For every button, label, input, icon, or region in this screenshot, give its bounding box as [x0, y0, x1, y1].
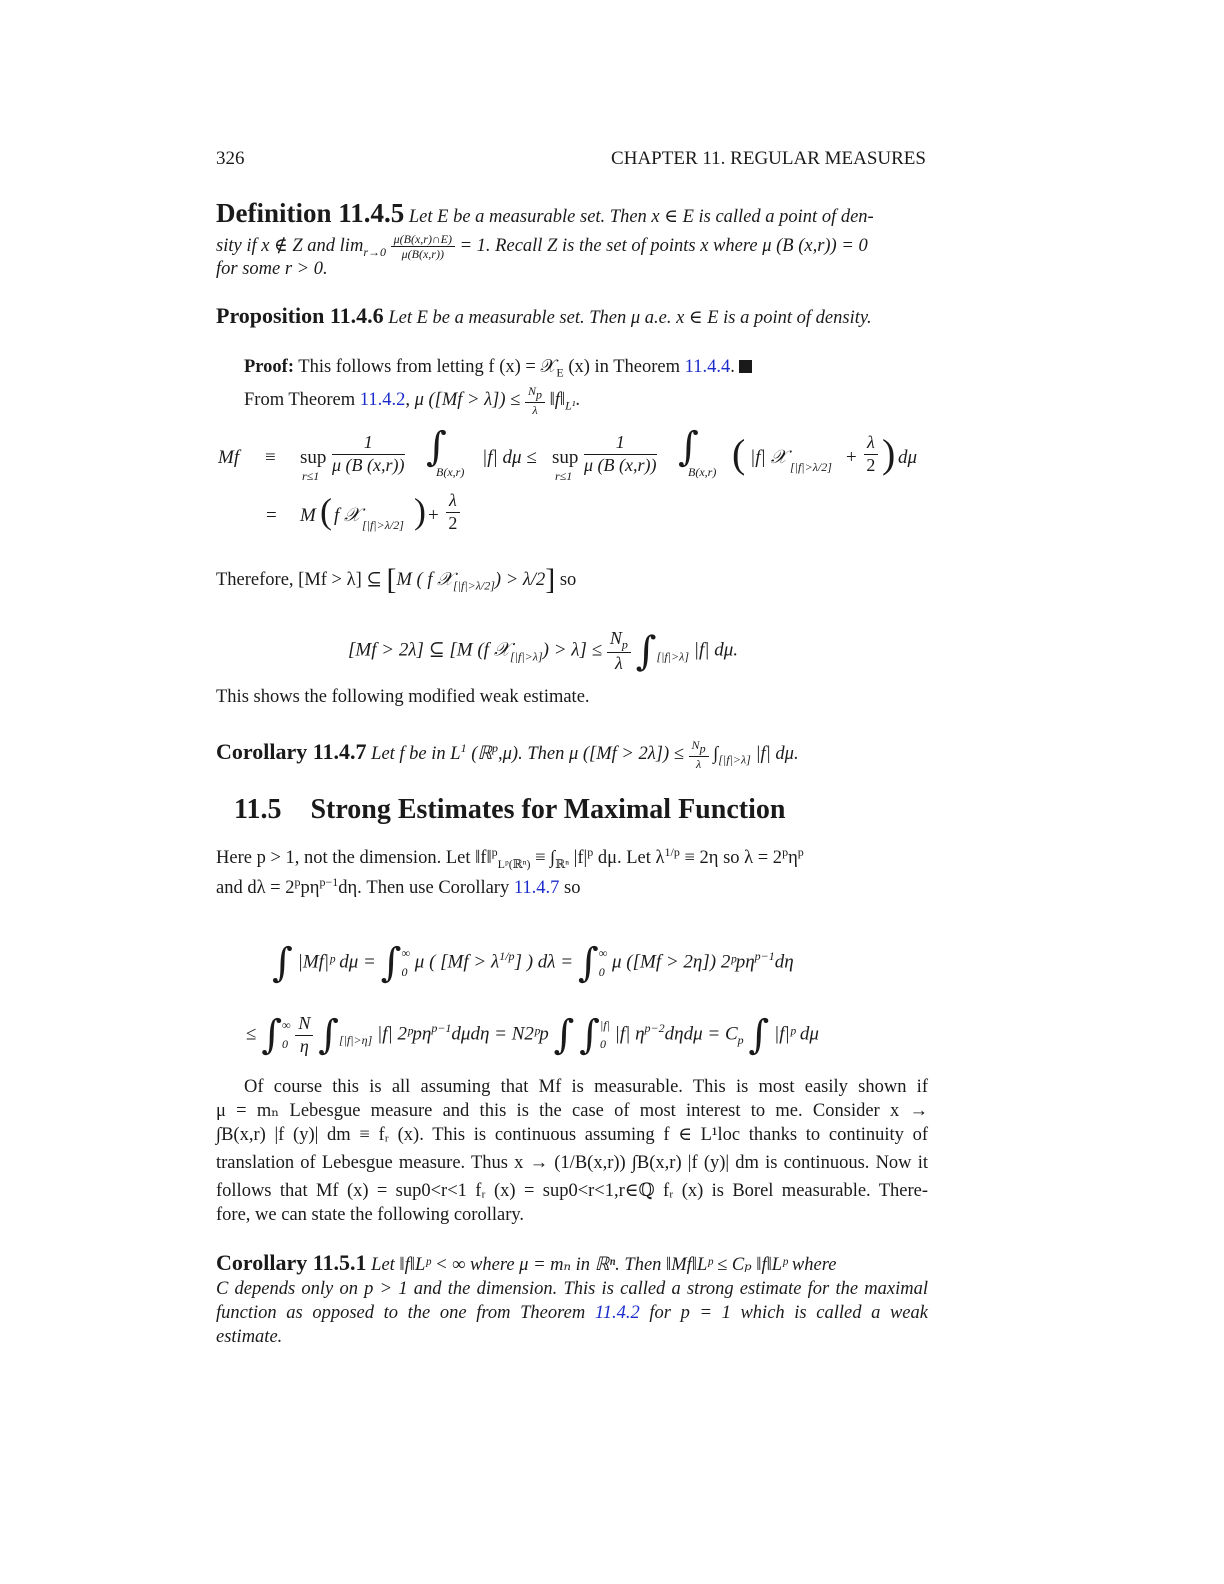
eq3-line1-sup2: p−1: [754, 949, 775, 964]
integral-sign-1: ∫: [426, 424, 447, 470]
therefore-close: ) > λ/2: [494, 570, 546, 590]
bracket-close: ]: [545, 563, 556, 596]
intro-2c: dη. Then use Corollary: [338, 878, 514, 899]
corollary1-label: Corollary 11.4.7: [216, 738, 367, 764]
cor1-sup: 1: [460, 740, 467, 755]
definition-text-2a: sity if x ∉ Z and lim: [216, 236, 364, 257]
eq2-integral-sign: ∫: [635, 628, 657, 675]
eq1-row2-paren-close: ): [414, 491, 426, 531]
density-fraction-denominator: μ(B(x,r)): [401, 247, 444, 262]
eq1-lhs: Mf: [218, 447, 240, 468]
eq2-frac-den: λ: [614, 652, 623, 673]
eq1-row2-fchi: f 𝒳: [334, 505, 361, 526]
intro-1-sub: Lᵖ(ℝⁿ): [497, 856, 531, 871]
corollary-link-11-4-7[interactable]: 11.4.7: [513, 878, 560, 899]
display-equation-3-line-2: [246, 1012, 819, 1058]
running-title: CHAPTER 11. REGULAR MEASURES: [611, 148, 926, 169]
corollary-11-5-1-line-2: C depends only on p > 1 and the dimension. This is called a strong estimate for the maximal: [216, 1279, 928, 1299]
intro-1-sub2: ℝⁿ: [555, 856, 569, 871]
intro-1b: ≡ ∫: [530, 848, 556, 869]
cor1-text-a: Let f be in L: [371, 743, 461, 764]
eq3-line2b: dμdη = N2ᵖp: [451, 1023, 549, 1045]
eq1-row2-plus: +: [428, 505, 439, 526]
intro-2-sup: p: [294, 875, 301, 889]
eq1-plus: +: [846, 447, 857, 468]
eq1-frac1-den: μ (B (x,r)): [332, 454, 405, 475]
proposition-text: Let E be a measurable set. Then μ a.e. x ∈ E is a point of density.: [388, 308, 872, 328]
proof-frac-sub: p: [535, 387, 542, 402]
eq1-integrand-2: |f| 𝒳: [750, 447, 787, 468]
intro-1-sup2: p: [587, 845, 594, 859]
proposition: [216, 305, 872, 328]
cor1-frac-num-sub: p: [699, 741, 706, 756]
cor1-text-b: (ℝ: [466, 743, 493, 764]
intro-1-sup4: p: [782, 845, 789, 859]
cor1-frac-num: N: [691, 738, 700, 752]
intro-line-2: [216, 876, 581, 898]
proof-period-2: .: [575, 389, 581, 410]
intro-1d: dμ. Let λ: [593, 848, 665, 869]
paragraph-line-4: translation of Lebesgue measure. Thus x → (1/B(x,r)) ∫B(x,r) |f (y)| dm is continuous. Now it: [216, 1153, 928, 1173]
definition-line-1: [216, 200, 874, 227]
eq3-frac-den: η: [299, 1035, 309, 1056]
eq3-line2d: dηdμ = C: [664, 1023, 738, 1045]
eq3-line1c: ] ) dλ =: [514, 951, 578, 973]
definition-line-3: for some r > 0.: [216, 259, 328, 279]
eq3-integral-sign-4: ∫: [261, 1012, 283, 1058]
eq3-lim-bot-3: 0: [282, 1037, 289, 1051]
display-equation-2: [348, 628, 738, 675]
eq1-frac2-num: 1: [584, 432, 657, 455]
definition-label: Definition 11.4.5: [216, 198, 405, 228]
eq3-integral-sign-7: ∫: [579, 1012, 600, 1058]
eq3-line1b: μ ( [Mf > λ: [414, 951, 500, 973]
corollary2-text-1: Let ‖f‖Lᵖ < ∞ where μ = mₙ in ℝⁿ. Then ‖Mf‖Lᵖ ≤ Cₚ ‖f‖Lᵖ where: [371, 1255, 837, 1275]
paragraph-line-1: Of course this is all assuming that Mf is measurable. This is most easily shown if: [244, 1077, 928, 1097]
intro-2-sup2: p−1: [319, 875, 339, 889]
eq2-frac-num-sub: p: [621, 637, 628, 652]
weak-estimate-text: This shows the following modified weak estimate.: [216, 687, 590, 707]
paragraph-line-5: follows that Mf (x) = sup0<r<1 fᵣ (x) = sup0<r<1,r∈ℚ fᵣ (x) is Borel measurable. There-: [216, 1181, 928, 1201]
proof-frac-den: λ: [532, 402, 538, 417]
eq3-line2a: |f| 2ᵖpη: [377, 1023, 432, 1045]
eq3-int-sub: [|f|>η]: [338, 1033, 373, 1048]
eq2-chi-sub: [|f|>λ]: [510, 649, 543, 664]
eq2-integrand: |f| dμ.: [693, 639, 739, 661]
section-heading: [234, 794, 785, 826]
eq3-lim-bot-2: 0: [598, 965, 605, 979]
eq3-line2e: |f|ᵖ dμ: [773, 1023, 819, 1045]
eq1-sup-sub: r≤1: [302, 469, 320, 483]
therefore-chi-sub: [|f|>λ/2]: [453, 578, 495, 593]
eq1-row2-lam-den: 2: [448, 512, 458, 533]
therefore-line: [216, 565, 576, 595]
paragraph-line-6: fore, we can state the following corollary.: [216, 1205, 525, 1225]
eq1-row2-lambda-half: [446, 490, 460, 534]
limit-subscript: r→0: [363, 244, 386, 259]
eq1-lambda-half: [864, 432, 878, 476]
eq3-line2c: |f| η: [614, 1023, 645, 1045]
proof-text-2c: ‖f‖: [544, 389, 566, 410]
corollary-11-5-1-line-4: estimate.: [216, 1327, 283, 1347]
intro-1c: |f|: [569, 848, 588, 869]
eq1-frac2-den: μ (B (x,r)): [584, 454, 657, 475]
eq1-fraction-1: [332, 432, 405, 476]
definition-line-2: [216, 232, 868, 262]
eq3-line1d: μ ([Mf > 2η]) 2ᵖpη: [612, 951, 755, 973]
proof-period: .: [730, 357, 735, 377]
eq3-line2-sup: p−1: [431, 1021, 452, 1036]
eq3-line1e: dη: [774, 951, 794, 973]
eq3-line1: |Mf|ᵖ dμ =: [297, 951, 381, 973]
intro-2b: pη: [300, 878, 320, 899]
section-title: Strong Estimates for Maximal Function: [310, 794, 786, 825]
proposition-label: Proposition 11.4.6: [216, 303, 384, 328]
eq1-equiv: ≡: [265, 447, 276, 468]
cor1-int-sub: [|f|>λ]: [718, 752, 751, 767]
therefore-text: Therefore, [Mf > λ] ⊆: [216, 570, 382, 590]
proof-norm-sub: L¹: [565, 398, 576, 413]
eq3-lim-bot: 0: [401, 965, 408, 979]
eq3-lim-bot-4: 0: [599, 1037, 606, 1051]
integral-sign-2: ∫: [678, 424, 699, 470]
display-equation-3-line-1: [272, 940, 794, 986]
eq1-lam-den: 2: [866, 454, 876, 475]
eq1-sup-sub-2: r≤1: [555, 469, 573, 483]
eq3-lim-top-2: ∞: [598, 945, 608, 960]
corollary2-text-3b: for p = 1 which is called a weak: [639, 1303, 928, 1323]
intro-1-sup5: p: [797, 845, 804, 859]
eq3-lim-top: ∞: [401, 945, 411, 960]
theorem-link-11-4-2-b[interactable]: 11.4.2: [594, 1303, 640, 1323]
definition-text-2b: = 1. Recall Z is the set of points x where μ (B (x,r)) = 0: [459, 236, 868, 257]
corollary-11-4-7: [216, 738, 799, 771]
eq3-le: ≤: [246, 1023, 257, 1045]
qed-square-icon: [739, 360, 752, 373]
cor1-frac-den: λ: [695, 756, 702, 771]
corollary2-label: Corollary 11.5.1: [216, 1250, 367, 1275]
intro-1e: ≡ 2η so λ = 2: [679, 848, 783, 869]
eq1-integrand-1: |f| dμ ≤: [482, 447, 537, 468]
eq2-text: [Mf > 2λ] ⊆ [M (f 𝒳: [348, 639, 511, 661]
eq1-row2-lam-num: λ: [446, 490, 460, 513]
corollary-11-5-1-line-3: [216, 1304, 928, 1323]
eq1-row2-chi-sub: [|f|>λ/2]: [362, 518, 404, 532]
theorem-link-11-4-4[interactable]: 11.4.4: [684, 357, 731, 377]
page-number: 326: [216, 148, 245, 169]
eq1-chi-sub: [|f|>λ/2]: [790, 460, 832, 474]
intro-1-sup3: 1/p: [664, 845, 680, 859]
eq1-row2-paren-open: (: [320, 491, 332, 531]
therefore-content: M ( f 𝒳: [396, 570, 454, 590]
cor1-sup2: p: [492, 740, 499, 755]
bracket-open: [: [386, 563, 397, 596]
eq3-line2-sup2: p−2: [644, 1021, 665, 1036]
intro-2a: and dλ = 2: [216, 878, 295, 899]
intro-1f: η: [788, 848, 798, 869]
intro-1a: Here p > 1, not the dimension. Let ‖f‖: [216, 848, 492, 869]
proof-fraction: [525, 384, 545, 417]
eq1-sup-2: sup: [552, 447, 579, 468]
density-fraction: [391, 232, 455, 262]
eq3-line1-sup: 1/p: [499, 949, 515, 964]
proof-label: Proof:: [244, 357, 294, 377]
eq3-integral-sign-6: ∫: [553, 1012, 575, 1058]
eq1-sup: sup: [300, 447, 327, 468]
eq3-line2-sub: p: [737, 1033, 744, 1048]
eq3-integral-sign-5: ∫: [318, 1012, 339, 1058]
eq3-frac-num: N: [295, 1013, 313, 1036]
paragraph-line-2: μ = mₙ Lebesgue measure and this is the case of most interest to me. Consider x →: [216, 1101, 928, 1121]
proof-text-1b: (x) in Theorem: [563, 357, 685, 377]
corollary2-text-3a: function as opposed to the one from Theorem: [216, 1303, 595, 1323]
eq1-paren-close: ): [882, 431, 896, 476]
proof-text-2b: , μ ([Mf > λ]) ≤: [405, 389, 525, 410]
eq1-paren-open: (: [732, 431, 746, 476]
eq1-fraction-2: [584, 432, 657, 476]
proof-text-2a: From Theorem: [244, 389, 360, 410]
corollary-11-5-1-line-1: [216, 1252, 836, 1275]
proof-text-1: This follows from letting f (x) = 𝒳: [298, 357, 557, 377]
intro-2d: so: [559, 878, 581, 899]
cor1-text-c: ,μ). Then μ ([Mf > 2λ]) ≤: [498, 743, 689, 764]
eq3-integral-sign-3: ∫: [577, 940, 599, 986]
eq3-integral-sign-8: ∫: [748, 1012, 770, 1058]
eq1-frac1-num: 1: [332, 432, 405, 455]
intro-line-1: [216, 846, 804, 870]
cor1-text-d: ∫: [708, 743, 719, 764]
theorem-link-11-4-2[interactable]: 11.4.2: [359, 389, 406, 410]
eq3-lim-top-4: |f|: [599, 1017, 610, 1032]
eq3-integral-sign-2: ∫: [380, 940, 402, 986]
intro-1-sup: p: [491, 845, 498, 859]
eq1-int-sub-2: B(x,r): [688, 465, 717, 479]
therefore-so: so: [559, 570, 577, 590]
proof-line-1: [244, 358, 752, 379]
eq3-lim-top-3: ∞: [282, 1017, 291, 1032]
eq2-frac-num: N: [609, 628, 622, 648]
eq1-lam-num: λ: [864, 432, 878, 455]
eq2-text2: ) > λ] ≤: [542, 639, 603, 661]
paragraph-line-3: ∫B(x,r) |f (y)| dm ≡ fᵣ (x). This is continuous assuming f ∈ L¹loc thanks to continuity of: [216, 1125, 928, 1145]
proof-frac-num: N: [527, 384, 536, 398]
density-fraction-numerator: μ(B(x,r)∩E): [391, 232, 455, 247]
eq1-int-sub-1: B(x,r): [436, 465, 465, 479]
eq2-int-sub: [|f|>λ]: [656, 649, 690, 664]
proof-subscript: E: [556, 365, 564, 380]
eq3-integral-sign-1: ∫: [272, 940, 293, 986]
definition-text-1: Let E be a measurable set. Then x ∈ E is called a point of den-: [408, 207, 874, 227]
eq1-dmu: dμ: [898, 447, 918, 468]
cor1-text-e: |f| dμ.: [750, 743, 799, 764]
eq1-row2-M: M: [300, 505, 316, 526]
proof-line-2: [244, 384, 580, 417]
eq1-equals: =: [266, 505, 277, 526]
section-number: 11.5: [234, 794, 282, 825]
